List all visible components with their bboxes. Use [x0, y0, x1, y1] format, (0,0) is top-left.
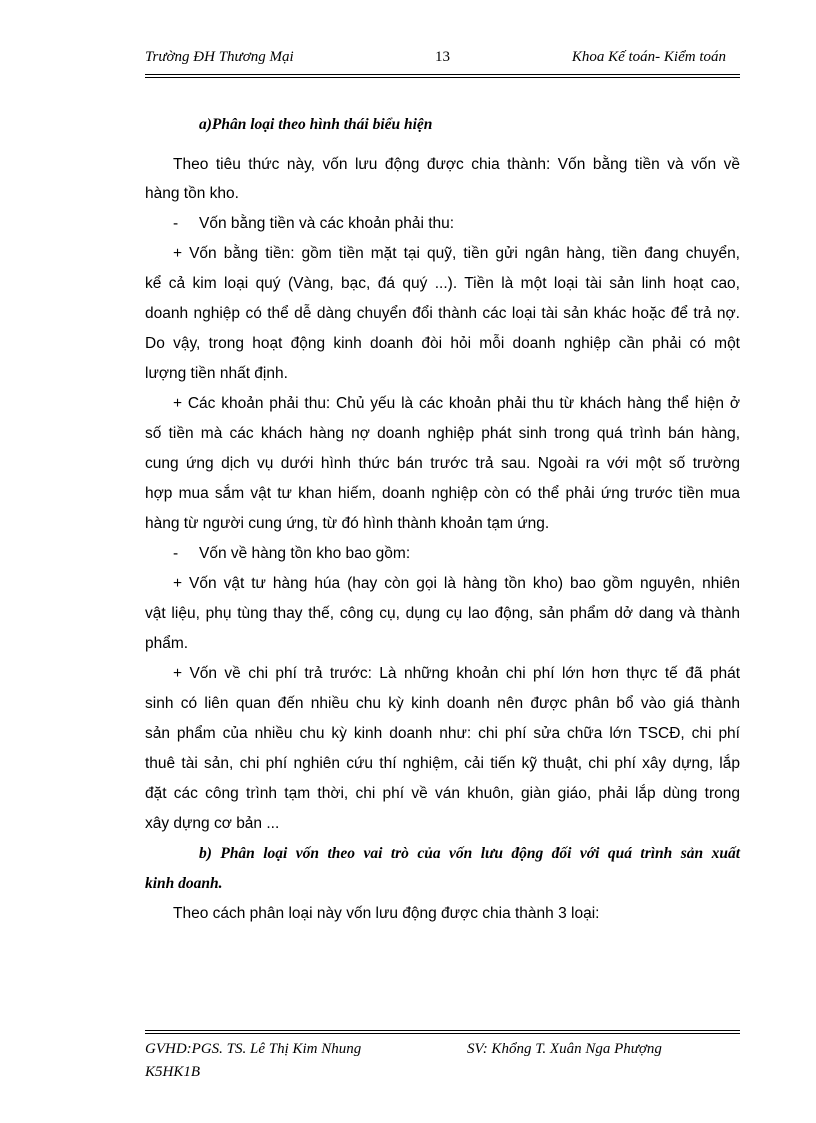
paragraph-line: vật liệu, phụ tùng thay thế, công cụ, dụng cụ lao động, sản phẩm dở dang và thành	[145, 605, 740, 622]
paragraph-line: + Vốn bằng tiền: gồm tiền mặt tại quỹ, tiền gửi ngân hàng, tiền đang chuyển,	[173, 245, 740, 262]
footer-rule-top	[145, 1030, 740, 1031]
paragraph-line: Do vậy, trong hoạt động kinh doanh đòi hỏi mỗi doanh nghiệp cần phải có một	[145, 335, 740, 352]
paragraph-line: phẩm.	[145, 635, 189, 652]
dash-item-text: Vốn bằng tiền và các khoản phải thu:	[199, 215, 455, 232]
footer-rule-bottom	[145, 1033, 740, 1034]
header-rule-bottom	[145, 77, 740, 78]
paragraph-line: xây dựng cơ bản ...	[145, 815, 280, 832]
header-school: Trường ĐH Thương Mại	[145, 49, 294, 65]
paragraph-line: + Vốn vật tư hàng húa (hay còn gọi là hàng tồn kho) bao gồm nguyên, nhiên	[173, 575, 740, 592]
paragraph-line: doanh nghiệp có thể dễ dàng chuyển đổi thành các loại tài sản khác hoặc để trả nợ.	[145, 305, 740, 322]
paragraph-line: sản phẩm của nhiều chu kỳ kinh doanh như: chi phí sửa chữa lớn TSCĐ, chi phí	[145, 725, 740, 742]
footer-class-code: K5HK1B	[145, 1064, 201, 1080]
header-rule-top	[145, 74, 740, 75]
heading-b: b) Phân loại vốn theo vai trò của vốn lưu động đối với quá trình sản xuất	[199, 845, 740, 862]
paragraph-line: Theo tiêu thức này, vốn lưu động được chia thành: Vốn bằng tiền và vốn về	[173, 156, 740, 173]
paragraph-line: + Vốn về chi phí trả trước: Là những khoản chi phí lớn hơn thực tế đã phát	[173, 665, 740, 682]
paragraph-line: lượng tiền nhất định.	[145, 365, 288, 382]
paragraph-line: đặt các công trình tạm thời, chi phí về ván khuôn, giàn giáo, phải lắp dùng trong	[145, 785, 740, 802]
paragraph-line: cung ứng dịch vụ dưới hình thức bán trước trả sau. Ngoài ra với một số trường	[145, 455, 740, 472]
dash-marker: -	[173, 215, 179, 232]
heading-a: a)Phân loại theo hình thái biểu hiện	[199, 116, 433, 133]
paragraph-line: + Các khoản phải thu: Chủ yếu là các khoản phải thu từ khách hàng thể hiện ở	[173, 395, 740, 412]
dash-item-text: Vốn về hàng tồn kho bao gồm:	[199, 545, 411, 562]
paragraph-line: số tiền mà các khách hàng nợ doanh nghiệp phát sinh trong quá trình bán hàng,	[145, 425, 740, 442]
paragraph-line: hàng tồn kho.	[145, 185, 239, 202]
heading-b-continued: kinh doanh.	[145, 875, 223, 892]
paragraph-line: Theo cách phân loại này vốn lưu động được chia thành 3 loại:	[173, 905, 600, 922]
paragraph-line: kể cả kim loại quý (Vàng, bạc, đá quý ...). Tiền là một loại tài sản linh hoạt cao,	[145, 275, 740, 292]
header-faculty: Khoa Kế toán- Kiểm toán	[571, 49, 726, 65]
paragraph-line: hàng từ người cung ứng, từ đó hình thành khoản tạm ứng.	[145, 515, 550, 532]
paragraph-line: hợp mua sắm vật tư khan hiếm, doanh nghiệp còn có thể phải ứng trước tiền mua	[145, 485, 740, 502]
page-header	[145, 49, 740, 69]
page-number: 13	[435, 49, 450, 65]
dash-marker: -	[173, 545, 179, 562]
footer-advisor: GVHD:PGS. TS. Lê Thị Kim Nhung	[145, 1041, 362, 1057]
paragraph-line: thuê tài sản, chi phí nghiên cứu thí nghiệm, cải tiến kỹ thuật, chi phí xây dựng, lắp	[145, 755, 740, 772]
footer-student: SV: Khổng T. Xuân Nga Phượng	[467, 1041, 662, 1057]
paragraph-line: sinh có liên quan đến nhiều chu kỳ kinh doanh nên được phân bổ vào giá thành	[145, 695, 740, 712]
